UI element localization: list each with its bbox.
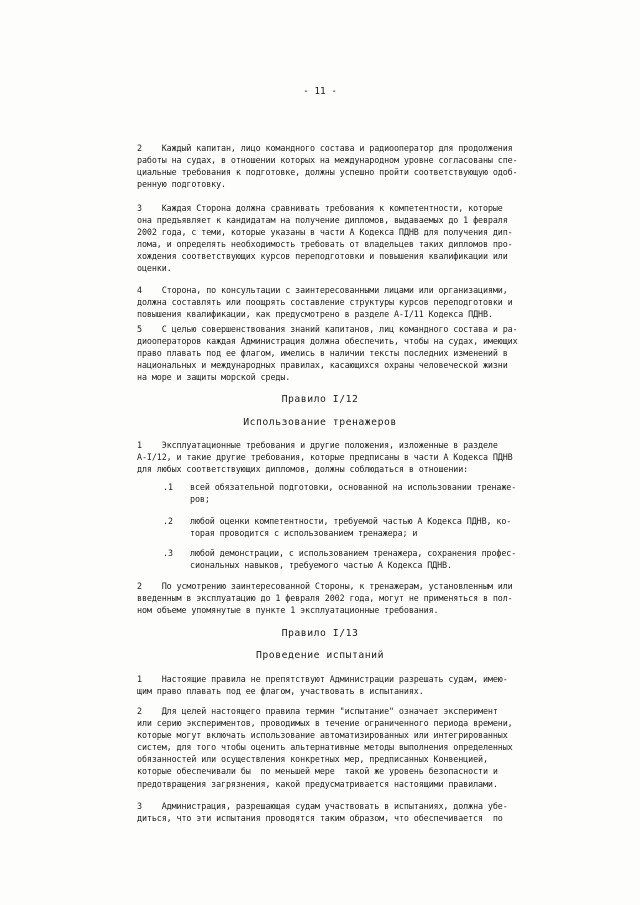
paragraph-12-1 [137, 439, 577, 475]
text-line: оценки. [137, 263, 172, 274]
item-number: .1 [163, 482, 173, 492]
text-line: для любых соответствующих дипломов, должны соблюдаться в отношении: [137, 464, 469, 475]
text-line: хождения соответствующих курсов переподготовки и повышения квалификации или [137, 251, 508, 262]
text-line: работы на судах, в отношении которых на международном уровне согласованы спе- [137, 155, 518, 166]
text-line: которые могут включать использование автоматизированных или интегрированных [137, 730, 508, 741]
text-line: 2002 года, с теми, которые указаны в части А Кодекса ПДНВ для получения дип- [137, 227, 513, 238]
text-line: повышения квалификации, как предусмотрено в разделе А-I/11 Кодекса ПДНВ. [137, 309, 493, 320]
text-line: лома, и определять необходимость требовать от владельцев таких дипломов про- [137, 239, 513, 250]
text-line: любой демонстрации, с использованием тренажера, сохранения профес- [190, 548, 517, 558]
paragraph-3 [137, 202, 577, 275]
paragraph-4 [137, 284, 577, 320]
rule-subtitle: Использование тренажеров [243, 417, 397, 428]
text-line: циальные требования к подготовке, должны успешно пройти соответствующую одоб- [137, 167, 518, 178]
paragraph-13-3 [137, 800, 577, 824]
text-line: А-I/12, и такие другие требования, которые предписаны в части А Кодекса ПДНВ [137, 452, 513, 463]
rule-title: Правило I/12 [281, 394, 359, 405]
text-line: 1 Настоящие правила не препятствуют Администрации разрешать судам, имею- [137, 674, 508, 684]
text-line: сиональных навыков, требуемого частью А Кодекса ПДНВ. [190, 560, 452, 571]
paragraph-2 [137, 142, 577, 190]
text-line: диооператоров каждая Администрация должна обеспечить, чтобы на судах, имеющих [137, 336, 518, 347]
text-line: диться, что эти испытания проводятся таким образом, что обеспечивается по [137, 813, 503, 824]
text-line: предотвращения загрязнения, какой предусматривается настоящими правилами. [137, 778, 498, 789]
text-line: введенным в эксплуатацию до 1 февраля 2002 года, могут не применяться в пол- [137, 593, 513, 604]
text-line: право плавать под ее флагом, имелись в наличии тексты последних изменений в [137, 348, 508, 359]
text-line: ном объеме упомянутые в пункте 1 эксплуатационные требования. [137, 605, 439, 616]
item-number: .3 [163, 548, 173, 558]
text-line: 3 Каждая Сторона должна сравнивать требования к компетентности, которые [137, 203, 503, 213]
text-line: ренную подготовку. [137, 179, 226, 190]
text-line: любой оценки компетентности, требуемой частью А Кодекса ПДНВ, ко- [190, 516, 512, 526]
text-line: 1 Эксплуатационные требования и другие положения, изложенные в разделе [137, 440, 498, 450]
text-line: всей обязательной подготовки, основанной на использовании тренаже- [190, 482, 517, 492]
text-line: 2 Для целей настоящего правила термин "испытание" означает эксперимент [137, 706, 498, 716]
paragraph-13-2 [137, 705, 577, 790]
text-line: 2 По усмотрению заинтересованной Стороны, к тренажерам, установленным или [137, 581, 513, 591]
text-line: щим право плавать под ее флагом, участвовать в испытаниях. [137, 686, 424, 697]
text-line: на море и защиты морской среды. [137, 372, 291, 383]
text-line: должна составлять или поощрять составление структуры курсов переподготовки и [137, 297, 513, 308]
rule-subtitle: Проведение испытаний [256, 650, 384, 661]
text-line: или серию экспериментов, проводимых в течение ограниченного периода времени, [137, 718, 513, 729]
text-line: 3 Администрация, разрешающая судам участвовать в испытаниях, должна убе- [137, 801, 508, 811]
text-line: которые обеспечивали бы по меньшей мере такой же уровень безопасности и [137, 766, 498, 777]
text-line: обязанностей или осуществления конкретных мер, предписанных Конвенцией, [137, 754, 488, 765]
text-line: национальных и международных правилах, касающихся охраны человеческой жизни [137, 360, 508, 371]
text-line: она предъявляет к кандидатам на получение дипломов, выдаваемых до 1 февраля [137, 215, 508, 226]
text-line: ров; [190, 494, 210, 505]
page-number: - 11 - [303, 86, 337, 97]
text-line: систем, для того чтобы оценить альтернативные методы выполнения определенных [137, 742, 513, 753]
text-line: 5 С целью совершенствования знаний капитанов, лиц командного состава и ра- [137, 324, 518, 334]
paragraph-12-2 [137, 580, 577, 616]
paragraph-13-1 [137, 673, 577, 697]
rule-title: Правило I/13 [281, 628, 359, 639]
paragraph-5 [137, 323, 577, 383]
text-line: торая проводится с использованием тренажера; и [190, 528, 418, 539]
text-line: 4 Сторона, по консультации с заинтересованными лицами или организациями, [137, 285, 508, 295]
text-line: 2 Каждый капитан, лицо командного состава и радиооператор для продолжения [137, 143, 513, 153]
item-number: .2 [163, 516, 173, 526]
